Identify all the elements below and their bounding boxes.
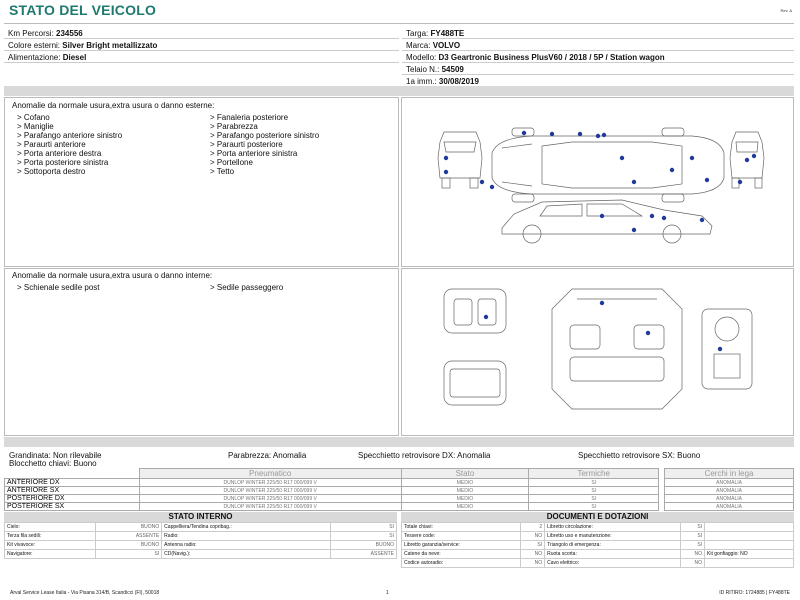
- table-row: Terza fila sedili: ASSENTE Radio: SI: [5, 532, 397, 541]
- documents-table: [401, 522, 794, 568]
- car-side-view: [502, 200, 712, 243]
- damage-marker: [632, 180, 636, 184]
- table-row: Tessere code: NO Libretto uso e manutenzione: SI: [402, 532, 794, 541]
- key-block-status: Blocchetto chiavi: Buono: [9, 459, 97, 468]
- footer-company: Arval Service Lease Italia - Via Pisana 314/B, Scandicci (FI), 50018: [10, 590, 160, 596]
- table-row: ANTERIORE DX DUNLOP WINTER 225/50 R17 000/099 V MEDIO SI ANOMALIA: [5, 479, 794, 487]
- section-divider: [4, 86, 794, 96]
- damage-marker: [632, 228, 636, 232]
- damage-item: > Schienale sedile post: [17, 283, 100, 292]
- model-row: Modello: D3 Geartronic Business PlusV60 / 2018 / 5P / Station wagon: [402, 52, 794, 63]
- color-row: Colore esterni: Silver Bright metallizzato: [4, 40, 399, 51]
- damage-item: > Sedile passeggero: [210, 283, 284, 292]
- km-row: Km Percorsi: 234556: [4, 28, 399, 39]
- damage-marker: [670, 168, 674, 172]
- damage-item: > Parafango anteriore sinistro: [17, 131, 123, 140]
- internal-diagram-panel: [401, 268, 794, 436]
- damage-item: > Parabrezza: [210, 122, 258, 131]
- damage-item: > Tetto: [210, 167, 235, 176]
- damage-marker: [620, 156, 624, 160]
- damage-item: > Porta anteriore sinistra: [210, 149, 298, 158]
- table-row: Cielo: BUONO Cappelliera/Tendina copribag.: SI: [5, 523, 397, 532]
- external-damage-list-2: [210, 113, 319, 176]
- mirror-sx-status: Specchietto retrovisore SX: Buono: [578, 451, 701, 460]
- revision-label: Rev. A: [780, 8, 792, 13]
- car-interior-diagram: [402, 269, 795, 437]
- external-diagram-panel: [401, 97, 794, 267]
- internal-damage-list-1: [17, 283, 100, 292]
- damage-marker: [444, 156, 448, 160]
- seat-front-view: [444, 289, 506, 333]
- dashboard-view: [702, 309, 752, 389]
- damage-marker: [600, 301, 604, 305]
- damage-item: > Sottoporta destro: [17, 167, 86, 176]
- car-exterior-diagram: [402, 98, 795, 268]
- brand-row: Marca: VOLVO: [402, 40, 794, 51]
- footer-id: ID RITIRO: 1724885 | FY488TE: [719, 590, 790, 596]
- col-header: Pneumatico: [139, 469, 401, 479]
- table-header-row: [5, 469, 794, 479]
- damage-marker: [662, 216, 666, 220]
- damage-marker: [646, 331, 650, 335]
- table-row: Kit vivavoce: BUONO Antenna radio: BUONO: [5, 541, 397, 550]
- table-row: POSTERIORE SX DUNLOP WINTER 225/50 R17 000/099 V MEDIO SI ANOMALIA: [5, 503, 794, 511]
- car-front-view: [438, 132, 482, 188]
- damage-item: > Paraurti posteriore: [210, 140, 283, 149]
- damage-marker: [745, 158, 749, 162]
- damage-marker: [602, 133, 606, 137]
- mirror-dx-status: Specchietto retrovisore DX: Anomalia: [358, 451, 491, 460]
- tyres-table: [4, 468, 794, 511]
- external-damage-title: Anomalie da normale usura,extra usura o danno esterne:: [12, 101, 215, 110]
- table-row: Navigatore: SI CD(Navig.): ASSENTE: [5, 550, 397, 559]
- registration-row: 1a imm.: 30/08/2019: [406, 77, 479, 86]
- damage-item: > Maniglie: [17, 122, 54, 131]
- damage-marker: [700, 218, 704, 222]
- page-title: STATO DEL VEICOLO: [9, 2, 157, 18]
- damage-item: > Porta posteriore sinistra: [17, 158, 109, 167]
- internal-damage-panel: [4, 268, 399, 436]
- damage-marker: [444, 170, 448, 174]
- footer-page-number: 1: [386, 590, 389, 596]
- col-header: Stato: [401, 469, 529, 479]
- vehicle-info: [4, 23, 794, 86]
- damage-marker: [690, 156, 694, 160]
- damage-marker: [522, 131, 526, 135]
- damage-marker: [705, 178, 709, 182]
- col-header: Termiche: [529, 469, 659, 479]
- damage-marker: [490, 185, 494, 189]
- table-row: POSTERIORE DX DUNLOP WINTER 225/50 R17 000/099 V MEDIO SI ANOMALIA: [5, 495, 794, 503]
- damage-item: > Portellone: [210, 158, 253, 167]
- table-row: Catene da neve: NO Ruota scorta: NO Kit gonfiaggio: NO: [402, 550, 794, 559]
- grandinata-status: Grandinata: Non rilevabile: [9, 451, 102, 460]
- damage-markers: [444, 131, 756, 232]
- parabrezza-status: Parabrezza: Anomalia: [228, 451, 307, 460]
- table-row: Codice autoradio: NO Cavo elettrico: NO: [402, 559, 794, 568]
- damage-marker: [718, 347, 722, 351]
- damage-item: > Porta anteriore destra: [17, 149, 102, 158]
- damage-item: > Cofano: [17, 113, 50, 122]
- internal-state-title: STATO INTERNO: [4, 512, 397, 522]
- table-row: Libretto garanzia/service: SI Triangolo di emergenza: SI: [402, 541, 794, 550]
- damage-marker: [600, 214, 604, 218]
- damage-marker: [578, 132, 582, 136]
- damage-marker: [484, 315, 488, 319]
- damage-marker: [752, 154, 756, 158]
- damage-marker: [480, 180, 484, 184]
- external-damage-panel: [4, 97, 399, 267]
- damage-item: > Paraurti anteriore: [17, 140, 86, 149]
- damage-marker: [596, 134, 600, 138]
- plate-row: Targa: FY488TE: [402, 28, 794, 39]
- cabin-top-view: [552, 289, 682, 409]
- damage-marker: [550, 132, 554, 136]
- col-header: Cerchi in lega: [665, 469, 794, 479]
- damage-marker: [738, 180, 742, 184]
- internal-state-table: [4, 522, 397, 559]
- internal-damage-title: Anomalie da normale usura,extra usura o danno interne:: [12, 271, 213, 280]
- table-row: ANTERIORE SX DUNLOP WINTER 225/50 R17 000/099 V MEDIO SI ANOMALIA: [5, 487, 794, 495]
- seat-rear-view: [444, 361, 506, 405]
- table-row: Totale chiavi: 2 Libretto circolazione: SI: [402, 523, 794, 532]
- fuel-row: Alimentazione: Diesel: [4, 52, 399, 63]
- documents-title: DOCUMENTI E DOTAZIONI: [401, 512, 794, 522]
- frame-row: Telaio N.: 54509: [402, 64, 794, 75]
- car-top-view: [492, 128, 724, 202]
- internal-damage-list-2: [210, 283, 283, 292]
- damage-item: > Fanaleria posteriore: [210, 113, 289, 122]
- damage-markers-interior: [484, 301, 722, 351]
- section-divider: [4, 437, 794, 447]
- damage-marker: [650, 214, 654, 218]
- damage-item: > Parafango posteriore sinistro: [210, 131, 320, 140]
- external-damage-list-1: [17, 113, 122, 176]
